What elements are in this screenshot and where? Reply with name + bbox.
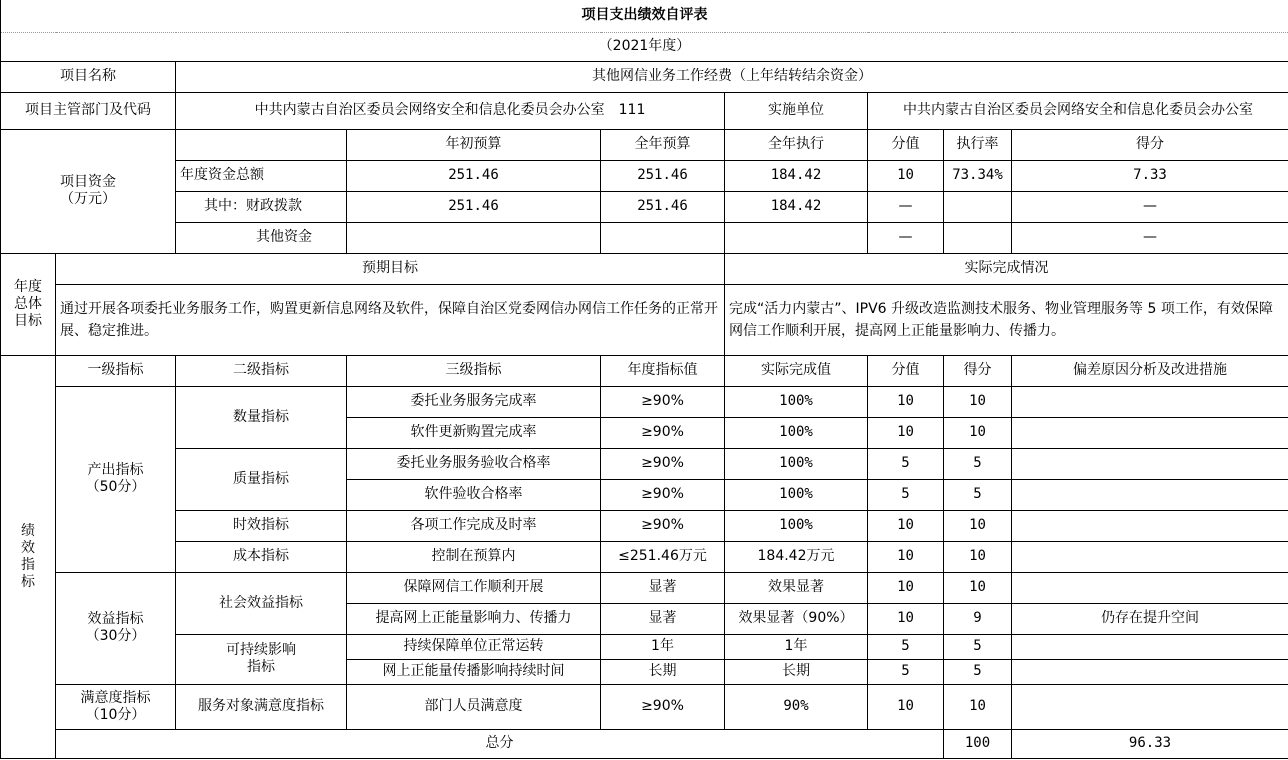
- indicator-actual: 100%: [725, 417, 868, 448]
- indicator-side-char: 标: [21, 573, 35, 590]
- indicator-target: 1年: [601, 634, 725, 659]
- indicator-score: 5: [944, 479, 1012, 510]
- indicator-actual: 100%: [725, 386, 868, 417]
- indicator-header-level1: 一级指标: [56, 355, 176, 386]
- project-name-label: 项目名称: [1, 61, 176, 92]
- project-funds-label-line2: （万元）: [60, 191, 116, 207]
- indicator-score: 10: [944, 417, 1012, 448]
- funds-header-annual: 全年预算: [601, 129, 725, 160]
- funds-header-initial: 年初预算: [347, 129, 601, 160]
- expected-goals-header: 预期目标: [56, 253, 725, 284]
- funds-row-label: 年度资金总额: [176, 160, 347, 191]
- indicator-note: [1012, 541, 1288, 572]
- funds-score-value: —: [868, 222, 944, 253]
- actual-completion-text: 完成“活力内蒙古”、IPV6 升级改造监测技术服务、物业管理服务等 5 项工作，有效保障网信工作顺利开展，提高网上正能量影响力、传播力。: [725, 284, 1288, 355]
- department-label: 项目主管部门及代码: [1, 92, 176, 129]
- indicator-target: ≥90%: [601, 510, 725, 541]
- indicator-value: 10: [868, 386, 944, 417]
- indicator-note: [1012, 417, 1288, 448]
- funds-score: 7.33: [1012, 160, 1288, 191]
- indicator-row: [1, 386, 1288, 417]
- indicator-header-actual: 实际完成值: [725, 355, 868, 386]
- indicator-actual: 100%: [725, 448, 868, 479]
- funds-row-total: [1, 160, 1288, 191]
- indicator-value: 10: [868, 417, 944, 448]
- indicator-value: 5: [868, 634, 944, 659]
- annual-goals-label-line: 总体: [14, 295, 42, 312]
- funds-rate: [944, 191, 1012, 222]
- funds-score: —: [1012, 191, 1288, 222]
- indicator-name: 保障网信工作顺利开展: [347, 572, 601, 603]
- funds-executed: 184.42: [725, 191, 868, 222]
- funds-annual: [601, 222, 725, 253]
- indicator-value: 10: [868, 541, 944, 572]
- indicator-target: ≥90%: [601, 479, 725, 510]
- funds-rate: [944, 222, 1012, 253]
- indicator-row: [1, 448, 1288, 479]
- funds-score-value: —: [868, 191, 944, 222]
- indicator-header-level3: 三级指标: [347, 355, 601, 386]
- indicator-score: 10: [944, 684, 1012, 729]
- sustainability-indicators-label: [176, 634, 347, 684]
- funds-rate: 73.34%: [944, 160, 1012, 191]
- indicator-note: [1012, 684, 1288, 729]
- project-funds-label: [1, 129, 176, 253]
- indicator-note: [1012, 572, 1288, 603]
- funds-row-label: 其他资金: [176, 222, 347, 253]
- funds-header-score: 得分: [1012, 129, 1288, 160]
- indicator-note: [1012, 659, 1288, 684]
- indicator-name: 软件更新购置完成率: [347, 417, 601, 448]
- timeliness-indicators-label: 时效指标: [176, 510, 347, 541]
- funds-annual: 251.46: [601, 160, 725, 191]
- funds-row-label: 其中：财政拨款: [176, 191, 347, 222]
- quantity-indicators-label: 数量指标: [176, 386, 347, 448]
- sustainability-indicators-label-line1: 可持续影响: [226, 642, 296, 658]
- indicator-value: 10: [868, 572, 944, 603]
- indicator-name: 各项工作完成及时率: [347, 510, 601, 541]
- indicator-actual: 长期: [725, 659, 868, 684]
- indicator-target: 长期: [601, 659, 725, 684]
- indicator-note: [1012, 479, 1288, 510]
- indicator-actual: 184.42万元: [725, 541, 868, 572]
- funds-annual: 251.46: [601, 191, 725, 222]
- indicator-side-char: 效: [21, 539, 35, 556]
- annual-goals-label-line: 目标: [14, 312, 42, 329]
- indicator-row: [1, 634, 1288, 659]
- total-value: 100: [944, 729, 1012, 758]
- satisfaction-indicators-label-line1: 满意度指标: [80, 689, 151, 706]
- indicator-target: ≥90%: [601, 448, 725, 479]
- indicator-note: [1012, 386, 1288, 417]
- indicator-target: ≥90%: [601, 684, 725, 729]
- total-score: 96.33: [1012, 729, 1288, 758]
- indicator-header-score: 得分: [944, 355, 1012, 386]
- indicator-header-value: 分值: [868, 355, 944, 386]
- indicator-actual: 90%: [725, 684, 868, 729]
- year-subtitle: （2021年度）: [1, 32, 1288, 61]
- satisfaction-indicators-label: [56, 684, 176, 729]
- actual-completion-header: 实际完成情况: [725, 253, 1288, 284]
- benefit-indicators-label-line2: （30分）: [85, 628, 146, 644]
- indicator-row: [1, 684, 1288, 729]
- indicator-score: 5: [944, 448, 1012, 479]
- expected-goals-text: 通过开展各项委托业务服务工作，购置更新信息网络及软件，保障自治区党委网信办网信工作任务的正常开展、稳定推进。: [56, 284, 725, 355]
- indicator-row: [1, 572, 1288, 603]
- funds-executed: 184.42: [725, 160, 868, 191]
- indicator-row: [1, 510, 1288, 541]
- indicator-score: 10: [944, 510, 1012, 541]
- cost-indicators-label: 成本指标: [176, 541, 347, 572]
- funds-score: —: [1012, 222, 1288, 253]
- funds-initial: [347, 222, 601, 253]
- funds-header-rate: 执行率: [944, 129, 1012, 160]
- indicator-value: 5: [868, 448, 944, 479]
- indicator-side-char: 绩: [21, 522, 35, 539]
- indicator-target: 显著: [601, 603, 725, 634]
- indicator-name: 软件验收合格率: [347, 479, 601, 510]
- funds-row-fiscal: [1, 191, 1288, 222]
- department-value: 中共内蒙古自治区委员会网络安全和信息化委员会办公室 111: [176, 92, 725, 129]
- indicator-name: 网上正能量传播影响持续时间: [347, 659, 601, 684]
- sustainability-indicators-label-line2: 指标: [247, 659, 275, 675]
- project-name-value: 其他网信业务工作经费（上年结转结余资金）: [176, 61, 1288, 92]
- quality-indicators-label: 质量指标: [176, 448, 347, 510]
- indicator-score: 9: [944, 603, 1012, 634]
- output-indicators-label-line2: （50分）: [85, 479, 146, 495]
- indicator-note: [1012, 634, 1288, 659]
- indicator-value: 10: [868, 684, 944, 729]
- indicator-score: 5: [944, 659, 1012, 684]
- indicator-actual: 100%: [725, 479, 868, 510]
- indicator-name: 提高网上正能量影响力、传播力: [347, 603, 601, 634]
- output-indicators-label-line1: 产出指标: [87, 462, 144, 478]
- indicator-target: ≥90%: [601, 417, 725, 448]
- implementing-unit-label: 实施单位: [725, 92, 868, 129]
- indicator-header-target: 年度指标值: [601, 355, 725, 386]
- funds-initial: 251.46: [347, 160, 601, 191]
- indicator-name: 控制在预算内: [347, 541, 601, 572]
- indicator-value: 10: [868, 510, 944, 541]
- indicator-note: [1012, 448, 1288, 479]
- indicator-name: 部门人员满意度: [347, 684, 601, 729]
- indicator-header-level2: 二级指标: [176, 355, 347, 386]
- service-satisfaction-indicator-label: 服务对象满意度指标: [176, 684, 347, 729]
- funds-initial: 251.46: [347, 191, 601, 222]
- funds-header-blank: [176, 129, 347, 160]
- funds-row-other: [1, 222, 1288, 253]
- indicator-actual: 1年: [725, 634, 868, 659]
- indicator-name: 委托业务服务完成率: [347, 386, 601, 417]
- output-indicators-label: [56, 386, 176, 572]
- satisfaction-indicators-label-line2: （10分）: [85, 706, 146, 723]
- indicator-actual: 效果显著: [725, 572, 868, 603]
- indicator-row: [1, 541, 1288, 572]
- indicator-value: 5: [868, 479, 944, 510]
- indicator-name: 委托业务服务验收合格率: [347, 448, 601, 479]
- indicator-actual: 100%: [725, 510, 868, 541]
- indicator-target: ≥90%: [601, 386, 725, 417]
- benefit-indicators-label-line1: 效益指标: [87, 611, 144, 627]
- indicator-header-deviation: 偏差原因分析及改进措施: [1012, 355, 1288, 386]
- indicator-note: [1012, 510, 1288, 541]
- indicator-actual: 效果显著（90%）: [725, 603, 868, 634]
- indicator-value: 5: [868, 659, 944, 684]
- funds-executed: [725, 222, 868, 253]
- funds-header-score-value: 分值: [868, 129, 944, 160]
- indicator-target: 显著: [601, 572, 725, 603]
- performance-indicators-label: [1, 355, 56, 758]
- indicator-name: 持续保障单位正常运转: [347, 634, 601, 659]
- indicator-side-char: 指: [21, 556, 35, 573]
- funds-score-value: 10: [868, 160, 944, 191]
- indicator-score: 10: [944, 386, 1012, 417]
- indicator-target: ≤251.46万元: [601, 541, 725, 572]
- indicator-value: 10: [868, 603, 944, 634]
- total-label: 总分: [56, 729, 944, 758]
- page-title: 项目支出绩效自评表: [1, 0, 1288, 32]
- indicator-score: 5: [944, 634, 1012, 659]
- social-benefit-indicators-label: 社会效益指标: [176, 572, 347, 634]
- annual-goals-label: [1, 253, 56, 355]
- annual-goals-label-line: 年度: [14, 278, 42, 295]
- indicator-score: 10: [944, 572, 1012, 603]
- indicator-note: 仍存在提升空间: [1012, 603, 1288, 634]
- benefit-indicators-label: [56, 572, 176, 684]
- project-funds-label-line1: 项目资金: [60, 174, 116, 190]
- implementing-unit-value: 中共内蒙古自治区委员会网络安全和信息化委员会办公室: [868, 92, 1288, 129]
- indicator-score: 10: [944, 541, 1012, 572]
- funds-header-executed: 全年执行: [725, 129, 868, 160]
